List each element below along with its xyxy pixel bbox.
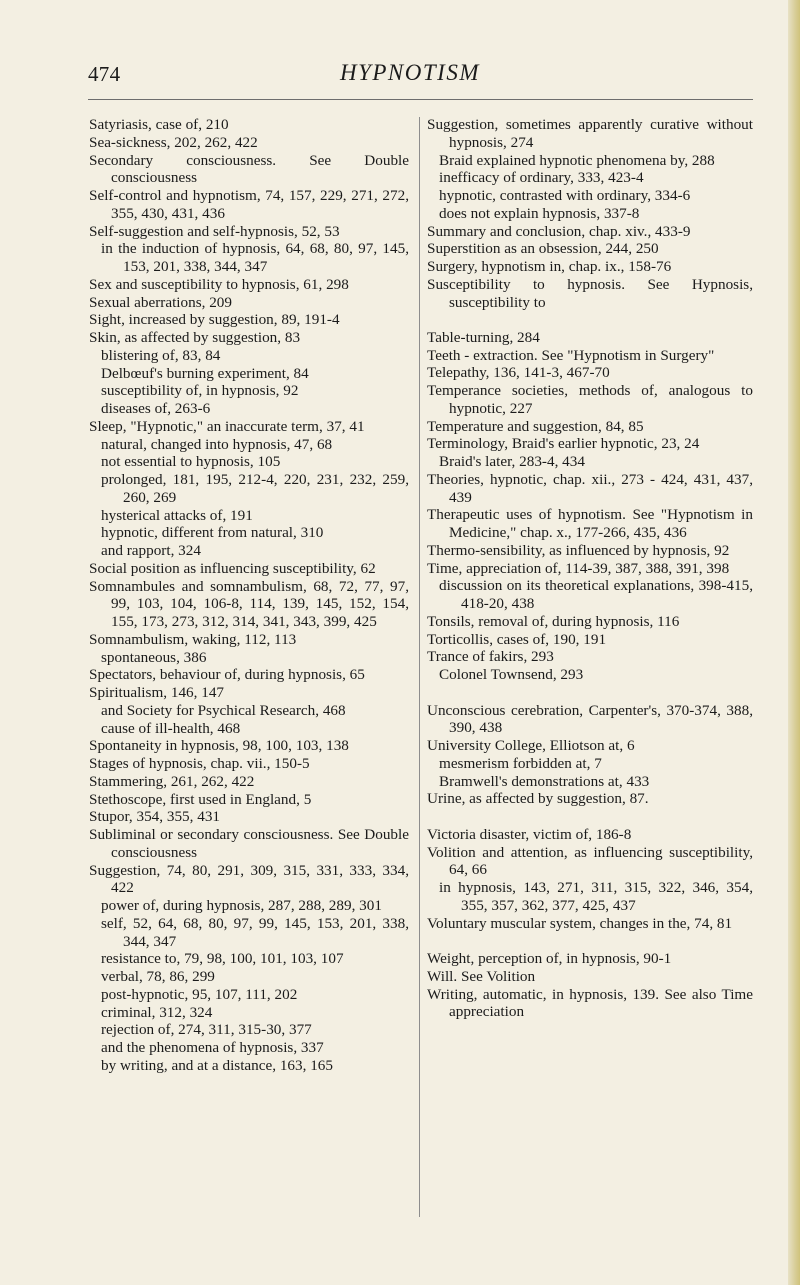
index-entry: Social position as influencing susceptibility, 62 xyxy=(89,559,376,577)
index-entry: Stupor, 354, 355, 431 xyxy=(89,808,221,826)
index-subentry: resistance to, 79, 98, 100, 101, 103, 107 xyxy=(101,950,344,968)
index-entry: Voluntary muscular system, changes in the, 74, 81 xyxy=(427,914,733,932)
index-subentry: does not explain hypnosis, 337-8 xyxy=(439,204,640,222)
index-subentry: natural, changed into hypnosis, 47, 68 xyxy=(101,435,333,453)
index-entry: Writing, automatic, in hypnosis, 139. See also Time appreciation xyxy=(427,985,753,1021)
index-subentry: mesmerism forbidden at, 7 xyxy=(439,754,602,772)
index-entry: Teeth - extraction. See "Hypnotism in Surgery" xyxy=(427,346,715,364)
index-right-column xyxy=(427,116,753,1021)
index-entry: Spiritualism, 146, 147 xyxy=(89,684,225,701)
index-entry: Sexual aberrations, 209 xyxy=(89,293,232,311)
index-entry: Susceptibility to hypnosis. See Hypnosis, susceptibility to xyxy=(427,275,753,311)
index-entry: Spectators, behaviour of, during hypnosis, 65 xyxy=(89,666,365,684)
index-subentry: post-hypnotic, 95, 107, 111, 202 xyxy=(101,985,298,1003)
index-subentry: not essential to hypnosis, 105 xyxy=(101,453,281,471)
index-subentry: Colonel Townsend, 293 xyxy=(439,666,584,684)
index-left-column xyxy=(89,116,409,1075)
index-entry: Weight, perception of, in hypnosis, 90-1 xyxy=(427,950,672,967)
index-entry: Surgery, hypnotism in, chap. ix., 158-76 xyxy=(427,258,672,275)
index-entry: Terminology, Braid's earlier hypnotic, 23, 24 xyxy=(427,435,700,453)
index-entry: Therapeutic uses of hypnotism. See "Hypnotism in Medicine," chap. x., 177-266, 435, 436 xyxy=(427,506,753,542)
index-entry: Subliminal or secondary consciousness. See Double consciousness xyxy=(89,826,409,861)
index-entry: Stages of hypnosis, chap. vii., 150-5 xyxy=(89,755,310,772)
index-subentry: Braid explained hypnotic phenomena by, 288 xyxy=(439,151,715,169)
index-entry: Satyriasis, case of, 210 xyxy=(89,116,229,133)
index-subentry: hypnotic, different from natural, 310 xyxy=(101,524,324,542)
index-entry: Theories, hypnotic, chap. xii., 273 - 424, 431, 437, 439 xyxy=(427,470,753,506)
index-subentry: susceptibility of, in hypnosis, 92 xyxy=(101,382,299,400)
index-entry: Tonsils, removal of, during hypnosis, 116 xyxy=(427,612,680,630)
index-subentry: and Society for Psychical Research, 468 xyxy=(101,701,346,719)
index-entry: Volition and attention, as influencing susceptibility, 64, 66 xyxy=(427,843,753,879)
index-entry: Telepathy, 136, 141-3, 467-70 xyxy=(427,364,610,382)
index-subentry: in the induction of hypnosis, 64, 68, 80, 97, 145, 153, 201, 338, 344, 347 xyxy=(101,240,409,275)
index-subentry: and the phenomena of hypnosis, 337 xyxy=(101,1039,324,1056)
index-entry: Table-turning, 284 xyxy=(427,328,540,346)
index-subentry: criminal, 312, 324 xyxy=(101,1003,213,1021)
index-entry: Somnambules and somnambulism, 68, 72, 77, 97, 99, 103, 104, 106-8, 114, 139, 145, 152, 154, 155, 173, 273, 312, 314, 341, 343, 399, 425 xyxy=(89,577,409,630)
letter-gap xyxy=(427,932,753,950)
letter-gap xyxy=(427,808,753,826)
index-entry: Sea-sickness, 202, 262, 422 xyxy=(89,133,258,151)
index-entry: Suggestion, 74, 80, 291, 309, 315, 331, 333, 334, 422 xyxy=(89,861,409,897)
index-entry: Trance of fakirs, 293 xyxy=(427,648,554,666)
index-entry: Time, appreciation of, 114-39, 387, 388, 391, 398 xyxy=(427,559,730,577)
index-subentry: discussion on its theoretical explanations, 398-415, 418-20, 438 xyxy=(439,577,753,613)
index-subentry: Bramwell's demonstrations at, 433 xyxy=(439,772,650,790)
index-subentry: spontaneous, 386 xyxy=(101,648,207,666)
index-entry: Skin, as affected by suggestion, 83 xyxy=(89,329,301,346)
index-entry: Thermo-sensibility, as influenced by hypnosis, 92 xyxy=(427,541,730,559)
index-entry: Stammering, 261, 262, 422 xyxy=(89,772,255,790)
index-entry: Suggestion, sometimes apparently curative without hypnosis, 274 xyxy=(427,116,753,151)
index-subentry: blistering of, 83, 84 xyxy=(101,346,221,364)
column-divider xyxy=(419,117,420,1217)
index-entry: Temperance societies, methods of, analogous to hypnotic, 227 xyxy=(427,382,753,417)
index-subentry: self, 52, 64, 68, 80, 97, 99, 145, 153, 201, 338, 344, 347 xyxy=(101,914,409,950)
index-subentry: rejection of, 274, 311, 315-30, 377 xyxy=(101,1021,312,1039)
index-subentry: and rapport, 324 xyxy=(101,542,201,559)
index-entry: Torticollis, cases of, 190, 191 xyxy=(427,630,607,648)
index-entry: Unconscious cerebration, Carpenter's, 370-374, 388, 390, 438 xyxy=(427,701,753,737)
index-entry: Self-suggestion and self-hypnosis, 52, 53 xyxy=(89,222,340,240)
index-entry: Urine, as affected by suggestion, 87. xyxy=(427,790,649,808)
letter-gap xyxy=(427,311,753,329)
index-subentry: Braid's later, 283-4, 434 xyxy=(439,453,585,471)
index-subentry: prolonged, 181, 195, 212-4, 220, 231, 232, 259, 260, 269 xyxy=(101,471,409,506)
index-entry: Self-control and hypnotism, 74, 157, 229, 271, 272, 355, 430, 431, 436 xyxy=(89,187,409,222)
running-head: HYPNOTISM xyxy=(339,60,480,85)
page-edge xyxy=(788,0,800,1285)
index-subentry: cause of ill-health, 468 xyxy=(101,719,241,737)
index-subentry: by writing, and at a distance, 163, 165 xyxy=(101,1056,333,1074)
index-entry: Somnambulism, waking, 112, 113 xyxy=(89,630,297,648)
letter-gap xyxy=(427,684,753,702)
index-entry: Sex and susceptibility to hypnosis, 61, 298 xyxy=(89,275,349,293)
index-entry: Superstition as an obsession, 244, 250 xyxy=(427,240,659,258)
header-rule xyxy=(88,99,753,100)
index-subentry: Delbœuf's burning experiment, 84 xyxy=(101,364,309,382)
index-subentry: in hypnosis, 143, 271, 311, 315, 322, 346, 354, 355, 357, 362, 377, 425, 437 xyxy=(439,879,753,914)
index-entry: Sleep, "Hypnotic," an inaccurate term, 37, 41 xyxy=(89,417,365,435)
index-subentry: inefficacy of ordinary, 333, 423-4 xyxy=(439,169,644,187)
index-entry: Victoria disaster, victim of, 186-8 xyxy=(427,825,632,843)
page-number: 474 xyxy=(88,62,121,86)
index-subentry: hypnotic, contrasted with ordinary, 334-6 xyxy=(439,187,691,204)
index-entry: Will. See Volition xyxy=(427,967,536,985)
index-entry: Sight, increased by suggestion, 89, 191-4 xyxy=(89,311,340,329)
index-subentry: verbal, 78, 86, 299 xyxy=(101,968,215,985)
index-entry: Stethoscope, first used in England, 5 xyxy=(89,790,312,808)
index-entry: Summary and conclusion, chap. xiv., 433-9 xyxy=(427,222,691,240)
index-subentry: diseases of, 263-6 xyxy=(101,400,211,417)
index-entry: University College, Elliotson at, 6 xyxy=(427,737,635,755)
index-subentry: power of, during hypnosis, 287, 288, 289, 301 xyxy=(101,897,382,914)
index-subentry: hysterical attacks of, 191 xyxy=(101,506,253,524)
index-entry: Spontaneity in hypnosis, 98, 100, 103, 138 xyxy=(89,737,349,755)
index-entry: Temperature and suggestion, 84, 85 xyxy=(427,417,644,435)
index-entry: Secondary consciousness. See Double consciousness xyxy=(89,151,409,187)
